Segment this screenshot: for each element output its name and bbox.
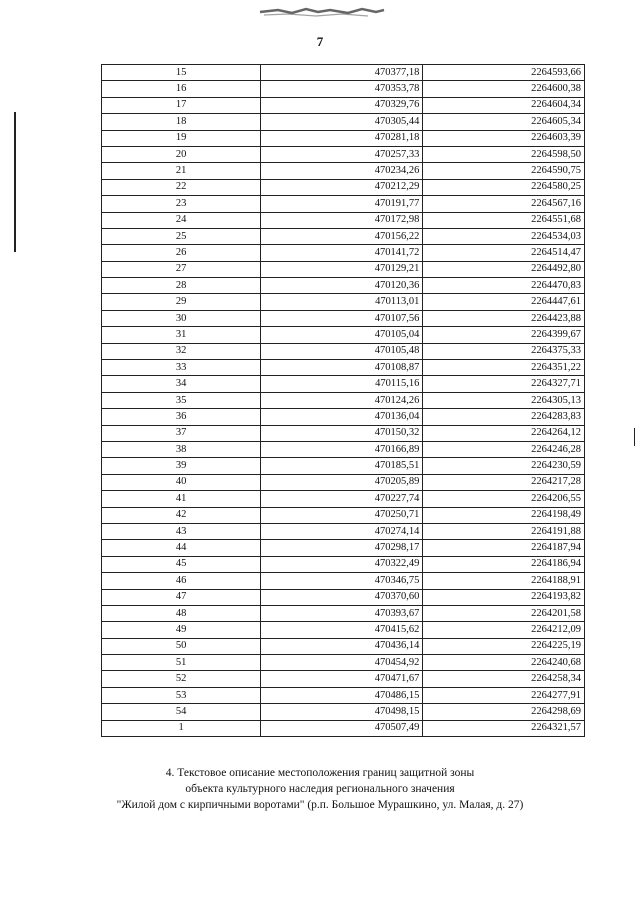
x-coordinate-cell: 470298,17	[261, 540, 423, 556]
coordinates-table	[101, 64, 585, 737]
table-row	[102, 720, 585, 736]
point-number-cell: 27	[102, 261, 261, 277]
x-coordinate-cell: 470185,51	[261, 458, 423, 474]
header-scan-smudge	[258, 4, 388, 18]
y-coordinate-cell: 2264603,39	[423, 130, 585, 146]
y-coordinate-cell: 2264187,94	[423, 540, 585, 556]
x-coordinate-cell: 470322,49	[261, 556, 423, 572]
point-number-cell: 24	[102, 212, 261, 228]
point-number-cell: 49	[102, 622, 261, 638]
point-number-cell: 28	[102, 278, 261, 294]
table-row	[102, 622, 585, 638]
point-number-cell: 46	[102, 573, 261, 589]
point-number-cell: 25	[102, 228, 261, 244]
x-coordinate-cell: 470377,18	[261, 65, 423, 81]
y-coordinate-cell: 2264198,49	[423, 507, 585, 523]
page-number: 7	[316, 34, 324, 49]
point-number-cell: 38	[102, 441, 261, 457]
x-coordinate-cell: 470234,26	[261, 163, 423, 179]
x-coordinate-cell: 470136,04	[261, 409, 423, 425]
table-row	[102, 196, 585, 212]
table-row	[102, 310, 585, 326]
point-number-cell: 20	[102, 146, 261, 162]
table-row	[102, 278, 585, 294]
y-coordinate-cell: 2264217,28	[423, 474, 585, 490]
point-number-cell: 15	[102, 65, 261, 81]
table-row	[102, 179, 585, 195]
x-coordinate-cell: 470166,89	[261, 441, 423, 457]
x-coordinate-cell: 470205,89	[261, 474, 423, 490]
x-coordinate-cell: 470486,15	[261, 687, 423, 703]
table-row	[102, 474, 585, 490]
table-row	[102, 114, 585, 130]
x-coordinate-cell: 470471,67	[261, 671, 423, 687]
x-coordinate-cell: 470281,18	[261, 130, 423, 146]
table-row	[102, 294, 585, 310]
x-coordinate-cell: 470120,36	[261, 278, 423, 294]
y-coordinate-cell: 2264277,91	[423, 687, 585, 703]
table-row	[102, 261, 585, 277]
right-scan-mark	[634, 428, 635, 446]
y-coordinate-cell: 2264186,94	[423, 556, 585, 572]
point-number-cell: 36	[102, 409, 261, 425]
y-coordinate-cell: 2264246,28	[423, 441, 585, 457]
table-row	[102, 376, 585, 392]
table-row	[102, 687, 585, 703]
x-coordinate-cell: 470172,98	[261, 212, 423, 228]
y-coordinate-cell: 2264600,38	[423, 81, 585, 97]
y-coordinate-cell: 2264240,68	[423, 655, 585, 671]
table-row	[102, 458, 585, 474]
point-number-cell: 23	[102, 196, 261, 212]
y-coordinate-cell: 2264470,83	[423, 278, 585, 294]
x-coordinate-cell: 470141,72	[261, 245, 423, 261]
x-coordinate-cell: 470113,01	[261, 294, 423, 310]
table-row	[102, 441, 585, 457]
y-coordinate-cell: 2264212,09	[423, 622, 585, 638]
point-number-cell: 33	[102, 360, 261, 376]
y-coordinate-cell: 2264598,50	[423, 146, 585, 162]
x-coordinate-cell: 470105,04	[261, 327, 423, 343]
y-coordinate-cell: 2264321,57	[423, 720, 585, 736]
y-coordinate-cell: 2264492,80	[423, 261, 585, 277]
table-row	[102, 327, 585, 343]
table-row	[102, 671, 585, 687]
caption-line-3: "Жилой дом с кирпичными воротами" (р.п. Большое Мурашкино, ул. Малая, д. 27)	[116, 799, 524, 811]
y-coordinate-cell: 2264193,82	[423, 589, 585, 605]
point-number-cell: 50	[102, 638, 261, 654]
y-coordinate-cell: 2264447,61	[423, 294, 585, 310]
x-coordinate-cell: 470212,29	[261, 179, 423, 195]
point-number-cell: 16	[102, 81, 261, 97]
point-number-cell: 17	[102, 97, 261, 113]
x-coordinate-cell: 470274,14	[261, 523, 423, 539]
table-row	[102, 605, 585, 621]
point-number-cell: 37	[102, 425, 261, 441]
point-number-cell: 1	[102, 720, 261, 736]
table-row	[102, 638, 585, 654]
point-number-cell: 34	[102, 376, 261, 392]
x-coordinate-cell: 470353,78	[261, 81, 423, 97]
point-number-cell: 19	[102, 130, 261, 146]
table-row	[102, 212, 585, 228]
x-coordinate-cell: 470156,22	[261, 228, 423, 244]
point-number-cell: 45	[102, 556, 261, 572]
y-coordinate-cell: 2264604,34	[423, 97, 585, 113]
y-coordinate-cell: 2264201,58	[423, 605, 585, 621]
x-coordinate-cell: 470436,14	[261, 638, 423, 654]
point-number-cell: 41	[102, 491, 261, 507]
x-coordinate-cell: 470393,67	[261, 605, 423, 621]
table-row	[102, 360, 585, 376]
point-number-cell: 21	[102, 163, 261, 179]
caption-line-1: 4. Текстовое описание местоположения границ защитной зоны	[165, 767, 475, 779]
point-number-cell: 35	[102, 392, 261, 408]
x-coordinate-cell: 470115,16	[261, 376, 423, 392]
table-row	[102, 540, 585, 556]
table-row	[102, 65, 585, 81]
table-row	[102, 81, 585, 97]
y-coordinate-cell: 2264590,75	[423, 163, 585, 179]
y-coordinate-cell: 2264605,34	[423, 114, 585, 130]
table-row	[102, 704, 585, 720]
point-number-cell: 42	[102, 507, 261, 523]
y-coordinate-cell: 2264206,55	[423, 491, 585, 507]
point-number-cell: 30	[102, 310, 261, 326]
y-coordinate-cell: 2264375,33	[423, 343, 585, 359]
point-number-cell: 53	[102, 687, 261, 703]
table-row	[102, 163, 585, 179]
table-row	[102, 556, 585, 572]
x-coordinate-cell: 470346,75	[261, 573, 423, 589]
point-number-cell: 39	[102, 458, 261, 474]
point-number-cell: 26	[102, 245, 261, 261]
y-coordinate-cell: 2264283,83	[423, 409, 585, 425]
y-coordinate-cell: 2264188,91	[423, 573, 585, 589]
table-row	[102, 392, 585, 408]
y-coordinate-cell: 2264258,34	[423, 671, 585, 687]
y-coordinate-cell: 2264593,66	[423, 65, 585, 81]
y-coordinate-cell: 2264264,12	[423, 425, 585, 441]
x-coordinate-cell: 470150,32	[261, 425, 423, 441]
x-coordinate-cell: 470507,49	[261, 720, 423, 736]
x-coordinate-cell: 470124,26	[261, 392, 423, 408]
table-row	[102, 425, 585, 441]
x-coordinate-cell: 470129,21	[261, 261, 423, 277]
x-coordinate-cell: 470329,76	[261, 97, 423, 113]
point-number-cell: 44	[102, 540, 261, 556]
x-coordinate-cell: 470105,48	[261, 343, 423, 359]
y-coordinate-cell: 2264230,59	[423, 458, 585, 474]
y-coordinate-cell: 2264305,13	[423, 392, 585, 408]
section-caption	[0, 765, 640, 813]
point-number-cell: 51	[102, 655, 261, 671]
x-coordinate-cell: 470227,74	[261, 491, 423, 507]
point-number-cell: 52	[102, 671, 261, 687]
point-number-cell: 31	[102, 327, 261, 343]
table-row	[102, 228, 585, 244]
left-scan-mark	[14, 112, 16, 252]
y-coordinate-cell: 2264327,71	[423, 376, 585, 392]
y-coordinate-cell: 2264298,69	[423, 704, 585, 720]
y-coordinate-cell: 2264580,25	[423, 179, 585, 195]
table-row	[102, 409, 585, 425]
table-row	[102, 523, 585, 539]
point-number-cell: 29	[102, 294, 261, 310]
table-row	[102, 589, 585, 605]
point-number-cell: 18	[102, 114, 261, 130]
x-coordinate-cell: 470370,60	[261, 589, 423, 605]
x-coordinate-cell: 470454,92	[261, 655, 423, 671]
x-coordinate-cell: 470107,56	[261, 310, 423, 326]
y-coordinate-cell: 2264225,19	[423, 638, 585, 654]
table-row	[102, 130, 585, 146]
x-coordinate-cell: 470108,87	[261, 360, 423, 376]
table-row	[102, 146, 585, 162]
point-number-cell: 22	[102, 179, 261, 195]
y-coordinate-cell: 2264423,88	[423, 310, 585, 326]
point-number-cell: 47	[102, 589, 261, 605]
x-coordinate-cell: 470257,33	[261, 146, 423, 162]
point-number-cell: 32	[102, 343, 261, 359]
y-coordinate-cell: 2264191,88	[423, 523, 585, 539]
y-coordinate-cell: 2264399,67	[423, 327, 585, 343]
y-coordinate-cell: 2264567,16	[423, 196, 585, 212]
x-coordinate-cell: 470250,71	[261, 507, 423, 523]
point-number-cell: 43	[102, 523, 261, 539]
x-coordinate-cell: 470191,77	[261, 196, 423, 212]
table-row	[102, 491, 585, 507]
y-coordinate-cell: 2264514,47	[423, 245, 585, 261]
point-number-cell: 40	[102, 474, 261, 490]
table-row	[102, 245, 585, 261]
table-row	[102, 507, 585, 523]
point-number-cell: 48	[102, 605, 261, 621]
x-coordinate-cell: 470415,62	[261, 622, 423, 638]
table-row	[102, 573, 585, 589]
y-coordinate-cell: 2264534,03	[423, 228, 585, 244]
y-coordinate-cell: 2264551,68	[423, 212, 585, 228]
table-row	[102, 343, 585, 359]
caption-line-2: объекта культурного наследия регионального значения	[185, 783, 455, 795]
table-row	[102, 655, 585, 671]
coordinates-table-body	[102, 65, 585, 737]
x-coordinate-cell: 470498,15	[261, 704, 423, 720]
point-number-cell: 54	[102, 704, 261, 720]
x-coordinate-cell: 470305,44	[261, 114, 423, 130]
y-coordinate-cell: 2264351,22	[423, 360, 585, 376]
table-row	[102, 97, 585, 113]
